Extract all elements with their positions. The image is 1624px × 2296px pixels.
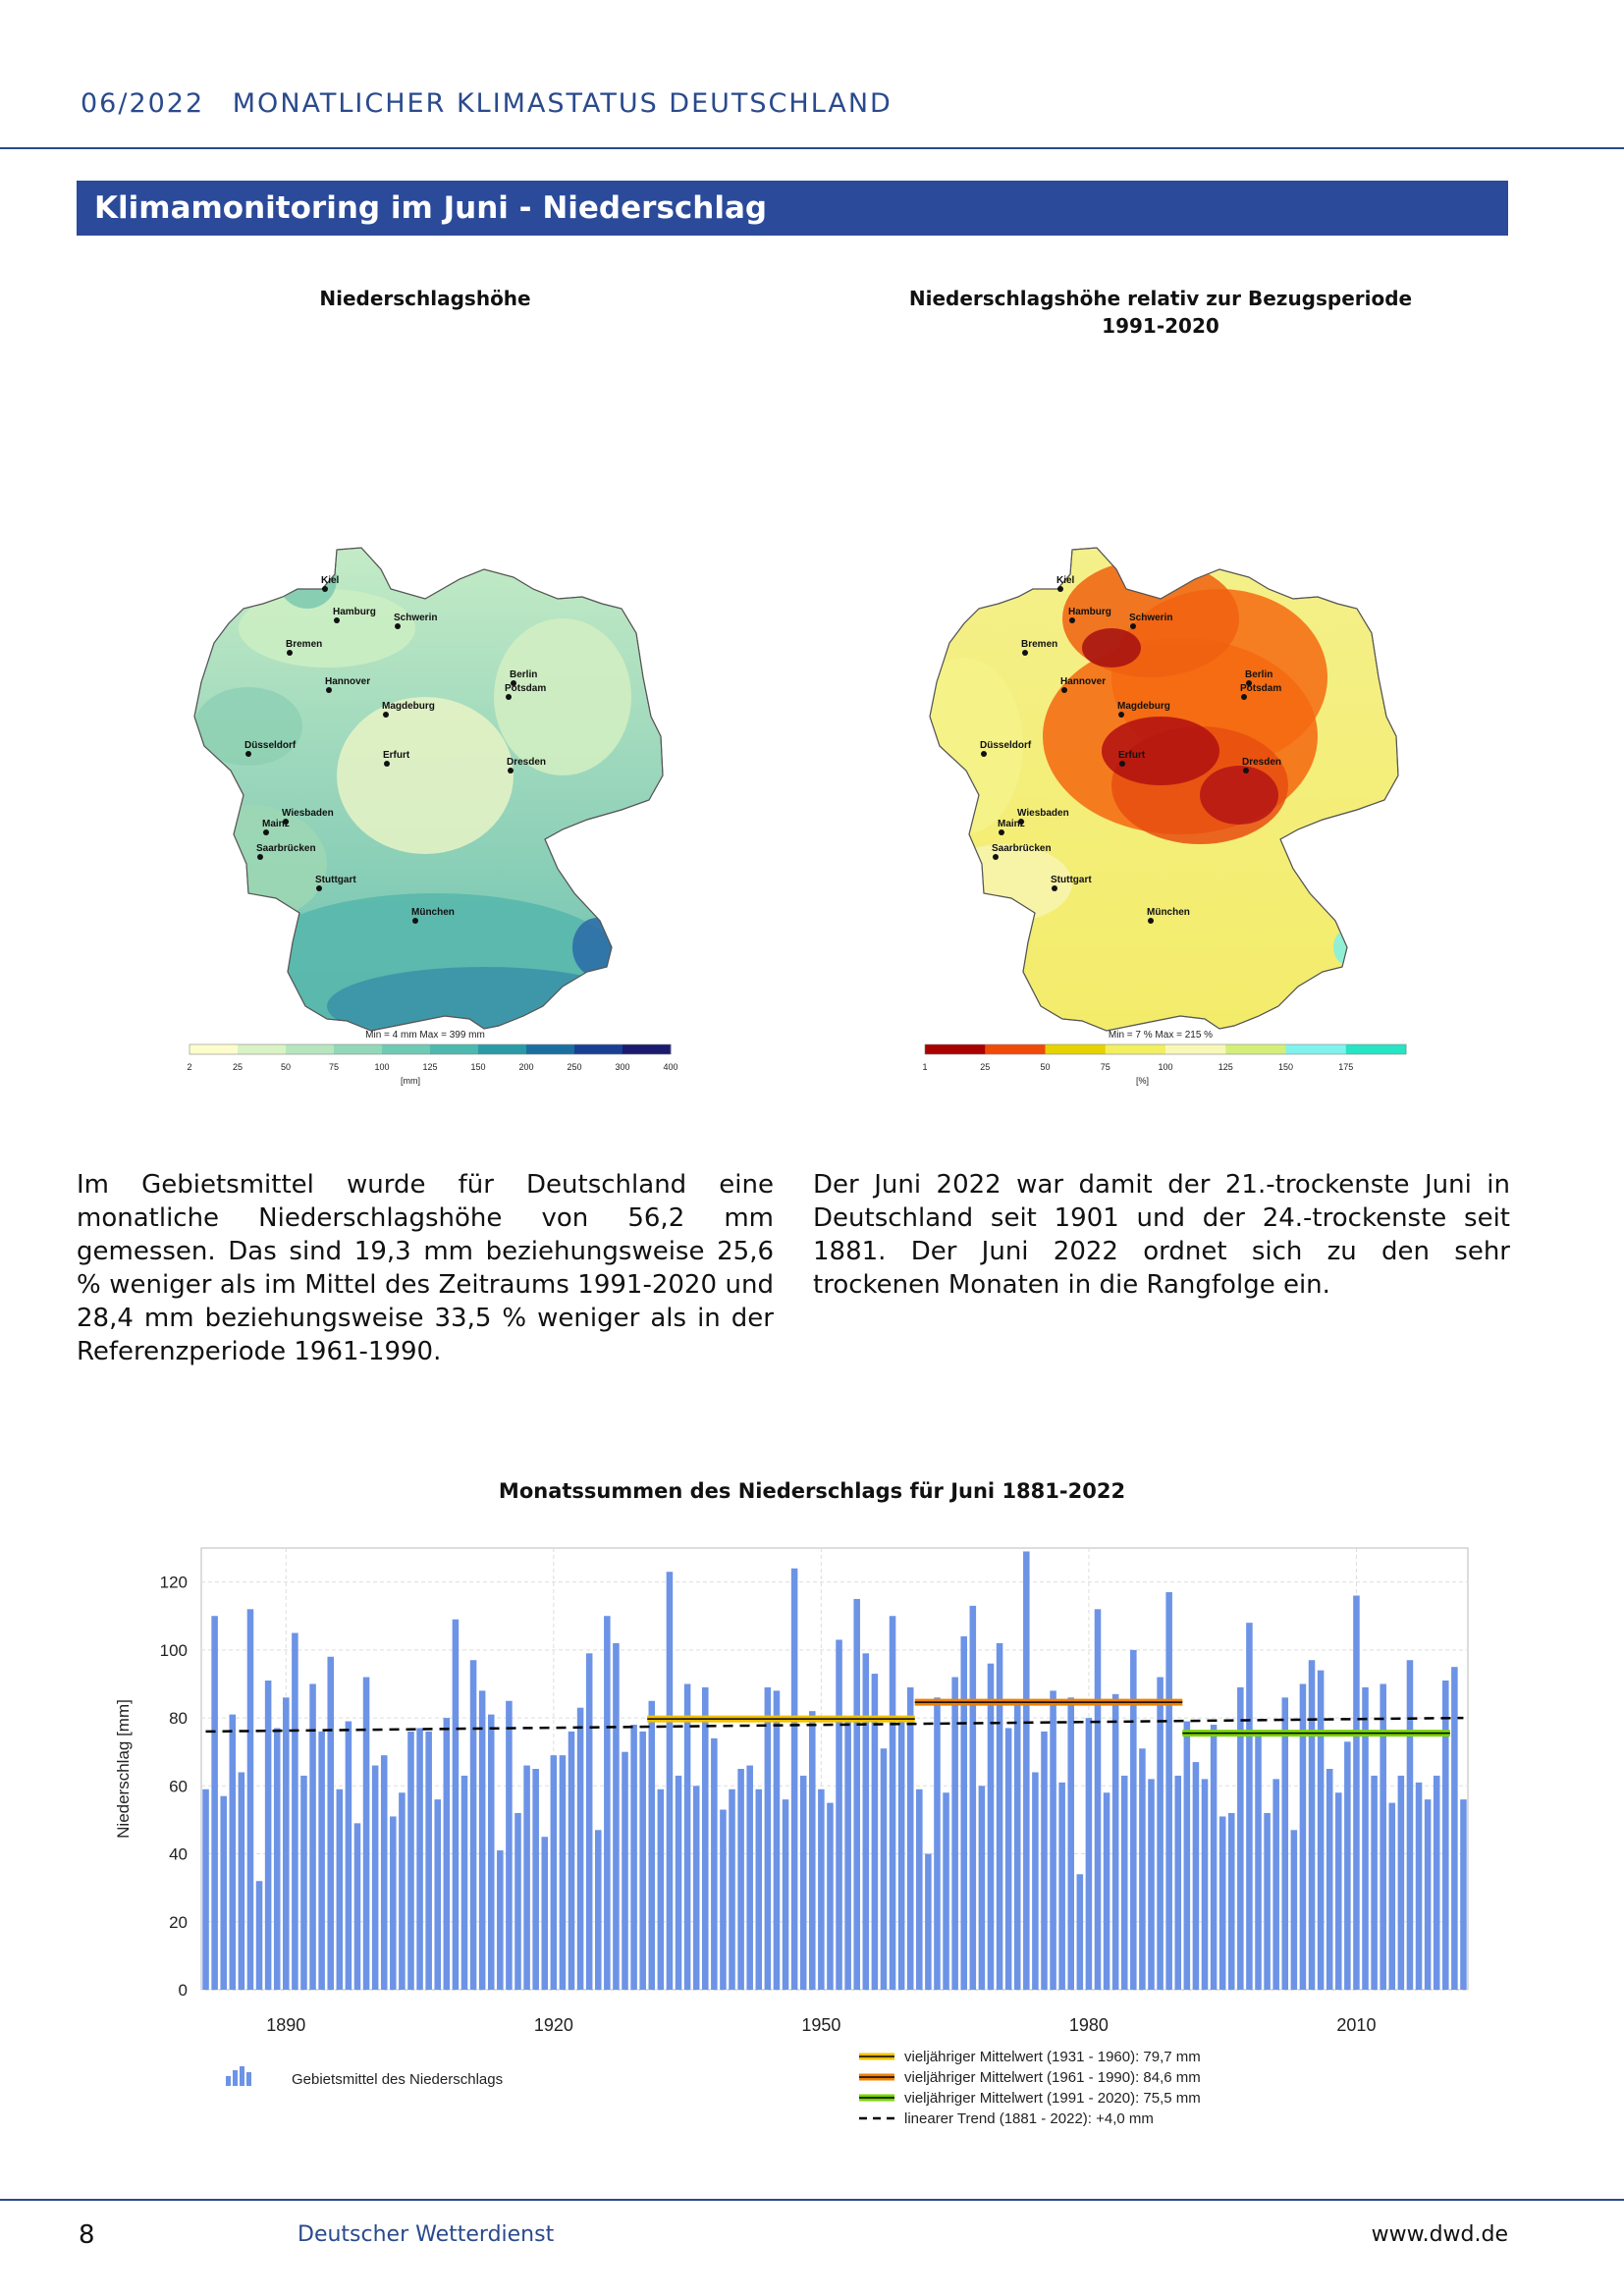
bar-1979 (1077, 1874, 1084, 1990)
bar-1918 (532, 1769, 539, 1990)
bar-1883 (220, 1796, 227, 1990)
bar-2012 (1371, 1776, 1378, 1990)
x-tick-label: 1980 (1068, 2015, 1109, 2035)
bar-1945 (774, 1690, 781, 1990)
bar-1983 (1112, 1694, 1119, 1990)
legend-tick-label: 75 (328, 1062, 340, 1072)
bar-1962 (925, 1854, 932, 1990)
city-label: Berlin (510, 669, 538, 680)
bar-1942 (746, 1766, 753, 1990)
legend-swatch (430, 1044, 479, 1054)
bar-1994 (1211, 1725, 1218, 1990)
bar-1916 (514, 1813, 521, 1990)
bar-1977 (1058, 1783, 1065, 1990)
y-tick-label: 0 (178, 1981, 188, 2000)
bar-1966 (960, 1636, 967, 1990)
bar-1924 (586, 1653, 593, 1990)
legend-tick-label: 25 (980, 1062, 991, 1072)
bar-1907 (434, 1799, 441, 1990)
city-dot (383, 712, 389, 718)
city-label: Wiesbaden (1017, 808, 1069, 819)
city-label: Wiesbaden (282, 808, 334, 819)
bar-1937 (702, 1687, 709, 1990)
bar-2010 (1353, 1595, 1360, 1990)
bar-1973 (1023, 1551, 1030, 1990)
bar-1992 (1193, 1762, 1200, 1990)
bar-1947 (791, 1569, 798, 1990)
legend-swatch (1165, 1044, 1226, 1054)
section-title: Klimamonitoring im Juni - Niederschlag (77, 181, 1508, 236)
city-dot (506, 694, 512, 700)
bar-1934 (676, 1776, 682, 1990)
city-label: Hannover (325, 676, 371, 687)
bar-1959 (898, 1722, 905, 1990)
bar-1949 (809, 1711, 816, 1990)
map-stats: Min = 7 % Max = 215 % (1108, 1030, 1214, 1041)
header-date: 06/2022 (81, 88, 205, 119)
footer-url: www.dwd.de (1371, 2222, 1508, 2247)
bar-1896 (337, 1789, 344, 1990)
legend-swatch (1225, 1044, 1286, 1054)
legend-unit: [mm] (401, 1076, 420, 1086)
bar-1881 (202, 1789, 209, 1990)
bar-1993 (1202, 1779, 1209, 1990)
bar-1981 (1095, 1609, 1102, 1990)
city-label: Hamburg (333, 607, 376, 617)
precipitation-area (1082, 628, 1141, 667)
bar-1957 (881, 1748, 888, 1990)
bar-1926 (604, 1616, 611, 1990)
city-label: Potsdam (1240, 683, 1282, 694)
bar-1938 (711, 1738, 718, 1990)
bar-2003 (1291, 1830, 1298, 1990)
city-label: Düsseldorf (980, 740, 1032, 751)
legend-line-label: linearer Trend (1881 - 2022): +4,0 mm (904, 2110, 1154, 2127)
y-axis-label: Niederschlag [mm] (114, 1699, 133, 1839)
bar-2017 (1416, 1783, 1423, 1990)
legend-swatch (623, 1044, 672, 1054)
map-right-figure (886, 344, 1435, 1158)
city-dot (1057, 586, 1063, 592)
city-dot (1119, 761, 1125, 767)
legend-tick-label: 75 (1100, 1062, 1110, 1072)
bar-1886 (247, 1609, 254, 1990)
legend-tick-label: 100 (374, 1062, 390, 1072)
bar-2021 (1451, 1667, 1458, 1990)
header-divider (0, 147, 1624, 149)
legend-tick-label: 50 (280, 1062, 292, 1072)
bar-1892 (300, 1776, 307, 1990)
city-dot (1052, 885, 1057, 891)
city-dot (322, 586, 328, 592)
legend-swatch (189, 1044, 239, 1054)
city-label: Magdeburg (382, 701, 435, 712)
bar-1984 (1121, 1776, 1128, 1990)
legend-tick-label: 25 (232, 1062, 244, 1072)
legend-swatch (238, 1044, 287, 1054)
bar-1901 (381, 1755, 388, 1990)
city-label: Kiel (1056, 575, 1075, 586)
bar-1913 (488, 1715, 495, 1990)
bar-1989 (1165, 1592, 1172, 1990)
bar-1919 (541, 1837, 548, 1990)
bar-1982 (1104, 1792, 1110, 1990)
city-dot (257, 854, 263, 860)
bar-1902 (390, 1816, 397, 1990)
legend-swatch (1106, 1044, 1166, 1054)
bar-1988 (1157, 1678, 1164, 1990)
bar-1884 (230, 1715, 237, 1990)
page-number: 8 (79, 2220, 95, 2250)
bar-1885 (239, 1772, 245, 1990)
legend-bars-label: Gebietsmittel des Niederschlags (292, 2071, 504, 2088)
bar-1929 (630, 1725, 637, 1990)
city-dot (1118, 712, 1124, 718)
city-label: Bremen (286, 639, 323, 650)
bar-1953 (844, 1718, 851, 1990)
x-tick-label: 1890 (266, 2015, 306, 2035)
bar-1914 (497, 1850, 504, 1990)
bar-1909 (453, 1620, 460, 1990)
city-dot (1243, 768, 1249, 774)
bar-1975 (1041, 1732, 1048, 1990)
city-label: Saarbrücken (992, 843, 1052, 854)
legend-swatch (925, 1044, 986, 1054)
bar-1889 (274, 1728, 281, 1990)
city-label: München (411, 907, 455, 918)
city-dot (1241, 694, 1247, 700)
city-label: Potsdam (505, 683, 547, 694)
city-dot (1022, 650, 1028, 656)
x-tick-label: 1950 (801, 2015, 841, 2035)
city-label: Hannover (1060, 676, 1107, 687)
city-label: Schwerin (394, 613, 438, 623)
footer-divider (0, 2199, 1624, 2201)
legend-tick-label: 50 (1040, 1062, 1051, 1072)
bar-2007 (1326, 1769, 1333, 1990)
y-tick-label: 20 (169, 1912, 188, 1932)
city-dot (326, 687, 332, 693)
bar-1904 (407, 1732, 414, 1990)
precipitation-area (170, 805, 327, 923)
bar-1999 (1255, 1735, 1262, 1990)
city-dot (384, 761, 390, 767)
bar-1928 (622, 1752, 628, 1990)
legend-tick-label: 150 (470, 1062, 486, 1072)
bar-1958 (890, 1616, 896, 1990)
city-label: Schwerin (1129, 613, 1173, 623)
bar-1974 (1032, 1772, 1039, 1990)
bar-1920 (551, 1755, 558, 1990)
bar-1888 (265, 1681, 272, 1990)
bar-1915 (506, 1701, 513, 1990)
header-title: MONATLICHER KLIMASTATUS DEUTSCHLAND (232, 88, 893, 119)
precipitation-bar-chart (103, 1517, 1497, 2145)
city-label: Stuttgart (315, 875, 356, 885)
bar-1946 (783, 1799, 789, 1990)
map-precipitation-relative (886, 285, 1435, 1158)
city-label: München (1147, 907, 1190, 918)
city-label: Stuttgart (1051, 875, 1092, 885)
city-label: Saarbrücken (256, 843, 316, 854)
legend-tick-label: 200 (518, 1062, 534, 1072)
y-tick-label: 100 (159, 1640, 188, 1660)
precipitation-area (337, 697, 514, 854)
bar-1960 (907, 1687, 914, 1990)
legend-tick-label: 125 (422, 1062, 438, 1072)
bar-1940 (729, 1789, 735, 1990)
bar-1939 (720, 1810, 727, 1990)
city-dot (334, 617, 340, 623)
legend-bars (226, 2066, 251, 2086)
city-label: Erfurt (383, 750, 410, 761)
precipitation-area (1200, 766, 1278, 825)
city-dot (316, 885, 322, 891)
legend-tick-label: 1 (922, 1062, 928, 1072)
city-dot (1061, 687, 1067, 693)
legend-tick-label: 175 (1338, 1062, 1354, 1072)
city-dot (412, 918, 418, 924)
x-tick-label: 2010 (1336, 2015, 1377, 2035)
bar-1971 (1005, 1728, 1012, 1990)
bar-1927 (613, 1643, 620, 1990)
bar-1998 (1246, 1623, 1253, 1990)
bar-2008 (1335, 1792, 1342, 1990)
bar-1911 (470, 1660, 477, 1990)
city-label: Düsseldorf (244, 740, 297, 751)
bar-1963 (934, 1697, 941, 1990)
bar-1910 (461, 1776, 468, 1990)
bar-1995 (1219, 1816, 1226, 1990)
y-tick-label: 80 (169, 1709, 188, 1729)
legend-line-label: vieljähriger Mittelwert (1991 - 2020): 75,5 mm (904, 2090, 1201, 2107)
city-dot (981, 751, 987, 757)
legend-tick-label: 125 (1218, 1062, 1233, 1072)
legend-swatch (985, 1044, 1046, 1054)
legend-tick-label: 150 (1277, 1062, 1294, 1072)
legend-tick-label: 250 (567, 1062, 582, 1072)
bar-1912 (479, 1690, 486, 1990)
bar-1899 (363, 1678, 370, 1990)
legend-unit: [%] (1136, 1076, 1150, 1086)
bar-2022 (1460, 1799, 1467, 1990)
bar-1951 (827, 1803, 834, 1990)
legend-swatch (382, 1044, 431, 1054)
bar-1952 (836, 1639, 842, 1990)
bar-1903 (399, 1792, 406, 1990)
city-label: Magdeburg (1117, 701, 1170, 712)
bar-1882 (211, 1616, 218, 1990)
bar-2015 (1398, 1776, 1405, 1990)
bar-1921 (560, 1755, 567, 1990)
bar-1890 (283, 1697, 290, 1990)
legend-tick-label: 300 (615, 1062, 630, 1072)
bar-1970 (997, 1643, 1003, 1990)
city-label: Dresden (507, 757, 547, 768)
bar-1905 (416, 1728, 423, 1990)
legend-line-label: vieljähriger Mittelwert (1961 - 1990): 84,6 mm (904, 2069, 1201, 2086)
bar-1961 (916, 1789, 923, 1990)
bar-1923 (577, 1708, 584, 1990)
legend-swatch (1286, 1044, 1347, 1054)
city-label: Hamburg (1068, 607, 1111, 617)
page-header (81, 88, 893, 119)
map-precipitation (150, 285, 700, 1158)
bar-1897 (346, 1722, 352, 1990)
city-dot (993, 854, 999, 860)
city-dot (1130, 623, 1136, 629)
bar-1948 (800, 1776, 807, 1990)
bar-1930 (639, 1732, 646, 1990)
bar-1887 (256, 1881, 263, 1990)
bar-1976 (1050, 1690, 1056, 1990)
city-label: Mainz (998, 819, 1025, 829)
bar-1906 (425, 1732, 432, 1990)
bar-1894 (318, 1732, 325, 1990)
map-left-figure (150, 344, 700, 1158)
city-label: Mainz (262, 819, 290, 829)
city-label: Bremen (1021, 639, 1058, 650)
text-right: Der Juni 2022 war damit der 21.-trockenste Juni in Deutschland seit 1901 und der 24.-trockenste seit 1881. Der Juni 2022 ordnet sich zu den sehr trockenen Monaten in die Rangfolge ein. (813, 1170, 1510, 1300)
legend-line-label: vieljähriger Mittelwert (1931 - 1960): 79,7 mm (904, 2049, 1201, 2065)
bar-2001 (1272, 1779, 1279, 1990)
bar-1955 (863, 1653, 870, 1990)
legend-swatch (1046, 1044, 1107, 1054)
map-stats: Min = 4 mm Max = 399 mm (365, 1030, 485, 1041)
city-label: Berlin (1245, 669, 1273, 680)
bar-2006 (1318, 1671, 1325, 1990)
city-dot (1069, 617, 1075, 623)
bar-1941 (737, 1769, 744, 1990)
bar-1967 (970, 1606, 977, 1990)
bar-2009 (1344, 1741, 1351, 1990)
city-dot (245, 751, 251, 757)
bar-1936 (693, 1786, 700, 1990)
bar-1891 (292, 1633, 298, 1990)
bar-1968 (979, 1786, 986, 1990)
bar-1922 (568, 1732, 575, 1990)
text-left: Im Gebietsmittel wurde für Deutschland eine monatliche Niederschlagshöhe von 56,2 mm gemessen. Das sind 19,3 mm beziehungsweise 25,6 % weniger als im Mittel des Zeitraums 1991-2020 und 28,4 mm beziehungsweise 33,5 % weniger als in der Referenzperiode 1961-1990. (77, 1170, 774, 1366)
bar-1950 (818, 1789, 825, 1990)
city-dot (508, 768, 514, 774)
bar-2019 (1434, 1776, 1440, 1990)
bar-1987 (1148, 1779, 1155, 1990)
bar-1944 (765, 1687, 772, 1990)
bar-1917 (523, 1766, 530, 1990)
x-tick-label: 1920 (533, 2015, 573, 2035)
bar-2005 (1309, 1660, 1316, 1990)
legend-swatch (1346, 1044, 1407, 1054)
city-label: Erfurt (1118, 750, 1146, 761)
legend-tick-label: 400 (663, 1062, 678, 1072)
bar-1931 (648, 1701, 655, 1990)
bar-1996 (1228, 1813, 1235, 1990)
bar-1972 (1014, 1701, 1021, 1990)
bar-1935 (684, 1683, 691, 1990)
bar-2000 (1264, 1813, 1271, 1990)
city-dot (395, 623, 401, 629)
bar-1932 (658, 1789, 665, 1990)
y-tick-label: 40 (169, 1844, 188, 1864)
legend-swatch (286, 1044, 335, 1054)
bar-1933 (667, 1572, 674, 1990)
precipitation-area (572, 918, 622, 977)
city-dot (1148, 918, 1154, 924)
bar-2014 (1389, 1803, 1396, 1990)
bar-1980 (1086, 1718, 1093, 1990)
bar-1943 (756, 1789, 763, 1990)
city-dot (999, 829, 1004, 835)
legend-swatch (334, 1044, 383, 1054)
city-dot (263, 829, 269, 835)
legend-swatch (526, 1044, 575, 1054)
legend-swatch (478, 1044, 527, 1054)
city-dot (287, 650, 293, 656)
legend-tick-label: 2 (187, 1062, 192, 1072)
bar-2016 (1407, 1660, 1414, 1990)
bar-1908 (444, 1718, 451, 1990)
city-label: Kiel (321, 575, 340, 586)
bar-1925 (595, 1830, 602, 1990)
footer-organization: Deutscher Wetterdienst (298, 2222, 555, 2247)
legend-tick-label: 100 (1158, 1062, 1173, 1072)
legend-swatch (574, 1044, 623, 1054)
map-left-title: Niederschlagshöhe (319, 287, 531, 310)
y-tick-label: 60 (169, 1777, 188, 1796)
chart-title: Monatssummen des Niederschlags für Juni 1881-2022 (498, 1479, 1126, 1503)
bar-1898 (354, 1823, 361, 1990)
y-tick-label: 120 (159, 1573, 188, 1592)
bar-1900 (372, 1766, 379, 1990)
bar-1954 (853, 1599, 860, 1990)
bar-1986 (1139, 1748, 1146, 1990)
bar-1969 (988, 1664, 995, 1990)
bar-2020 (1442, 1681, 1449, 1990)
bar-2018 (1425, 1799, 1432, 1990)
bar-1990 (1174, 1776, 1181, 1990)
bar-1978 (1067, 1697, 1074, 1990)
bar-1964 (943, 1792, 949, 1990)
map-right-title: Niederschlagshöhe relativ zur Bezugsperiode 1991-2020 (908, 287, 1413, 338)
bar-1991 (1184, 1722, 1191, 1990)
bar-1895 (327, 1657, 334, 1990)
precipitation-area (494, 618, 631, 775)
bar-2002 (1281, 1697, 1288, 1990)
city-label: Dresden (1242, 757, 1282, 768)
